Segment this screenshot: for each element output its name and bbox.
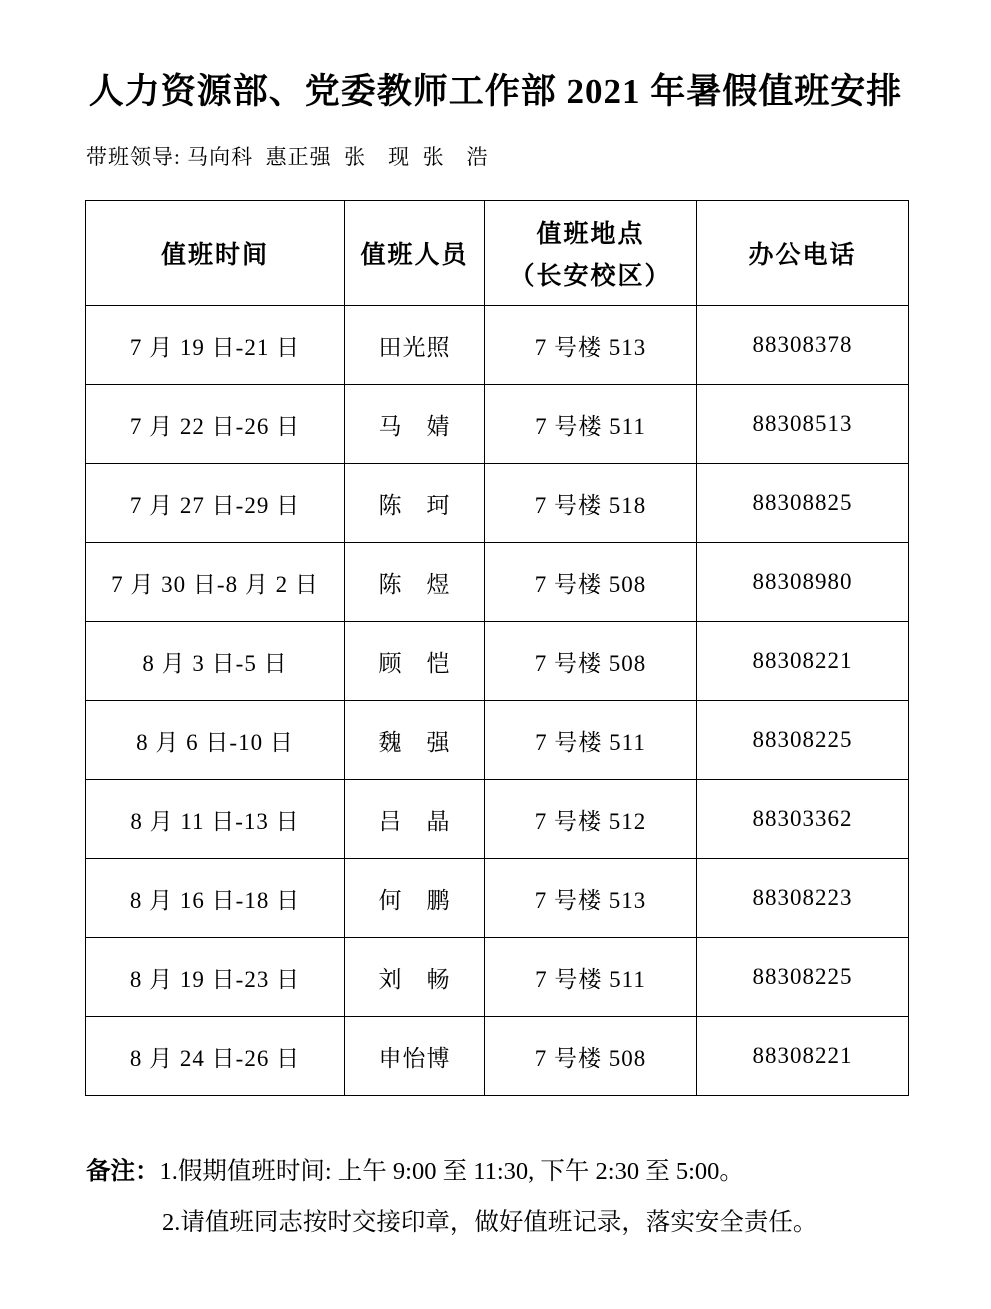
table-header-row xyxy=(86,201,909,306)
cell-duty-person: 陈 煜 xyxy=(345,543,485,622)
cell-duty-time: 8 月 6 日-10 日 xyxy=(86,701,345,780)
cell-duty-location: 7 号楼 508 xyxy=(485,543,697,622)
cell-duty-location: 7 号楼 508 xyxy=(485,622,697,701)
table-row xyxy=(86,859,909,938)
col-header-location-campus: （长安校区） xyxy=(509,263,672,290)
table-row xyxy=(86,701,909,780)
note-line-2 xyxy=(86,1197,916,1248)
table-row xyxy=(86,1017,909,1096)
cell-duty-time: 8 月 3 日-5 日 xyxy=(86,622,345,701)
cell-duty-person: 何 鹏 xyxy=(345,859,485,938)
cell-office-phone: 88308223 xyxy=(697,859,909,938)
cell-duty-person: 陈 珂 xyxy=(345,464,485,543)
cell-office-phone: 88303362 xyxy=(697,780,909,859)
note-line-1 xyxy=(86,1146,916,1197)
cell-duty-time: 8 月 19 日-23 日 xyxy=(86,938,345,1017)
col-header-location xyxy=(485,201,697,306)
leaders-names: 马向科 惠正强 张 现 张 浩 xyxy=(187,145,489,169)
cell-duty-time: 7 月 19 日-21 日 xyxy=(86,306,345,385)
cell-duty-location: 7 号楼 512 xyxy=(485,780,697,859)
cell-duty-person: 田光照 xyxy=(345,306,485,385)
cell-duty-person: 顾 恺 xyxy=(345,622,485,701)
cell-office-phone: 88308221 xyxy=(697,1017,909,1096)
cell-duty-time: 7 月 22 日-26 日 xyxy=(86,385,345,464)
table-row xyxy=(86,385,909,464)
cell-duty-person: 马 婧 xyxy=(345,385,485,464)
leaders-line xyxy=(86,141,991,171)
cell-duty-location: 7 号楼 511 xyxy=(485,701,697,780)
cell-duty-person: 申怡博 xyxy=(345,1017,485,1096)
cell-duty-location: 7 号楼 518 xyxy=(485,464,697,543)
table-row xyxy=(86,938,909,1017)
table-row xyxy=(86,306,909,385)
cell-duty-time: 7 月 27 日-29 日 xyxy=(86,464,345,543)
note-item-2: 2.请值班同志按时交接印章，做好值班记录，落实安全责任。 xyxy=(162,1209,818,1236)
table-row xyxy=(86,622,909,701)
cell-duty-time: 7 月 30 日-8 月 2 日 xyxy=(86,543,345,622)
col-header-time: 值班时间 xyxy=(86,201,345,306)
cell-duty-location: 7 号楼 513 xyxy=(485,306,697,385)
table-row xyxy=(86,543,909,622)
cell-duty-time: 8 月 24 日-26 日 xyxy=(86,1017,345,1096)
col-header-person: 值班人员 xyxy=(345,201,485,306)
col-header-location-title: 值班地点 xyxy=(536,221,645,248)
cell-office-phone: 88308980 xyxy=(697,543,909,622)
notes-section xyxy=(86,1146,916,1248)
cell-office-phone: 88308825 xyxy=(697,464,909,543)
cell-duty-person: 魏 强 xyxy=(345,701,485,780)
table-row xyxy=(86,464,909,543)
notes-label: 备注： xyxy=(86,1158,160,1185)
cell-duty-person: 刘 畅 xyxy=(345,938,485,1017)
cell-office-phone: 88308221 xyxy=(697,622,909,701)
cell-duty-time: 8 月 16 日-18 日 xyxy=(86,859,345,938)
leaders-label: 带班领导: xyxy=(86,145,181,169)
cell-duty-location: 7 号楼 511 xyxy=(485,938,697,1017)
col-header-phone: 办公电话 xyxy=(697,201,909,306)
page-title: 人力资源部、党委教师工作部 2021 年暑假值班安排 xyxy=(88,72,903,111)
cell-duty-person: 吕 晶 xyxy=(345,780,485,859)
cell-duty-location: 7 号楼 513 xyxy=(485,859,697,938)
cell-office-phone: 88308225 xyxy=(697,938,909,1017)
cell-duty-time: 8 月 11 日-13 日 xyxy=(86,780,345,859)
duty-schedule-table xyxy=(85,200,909,1096)
table-row xyxy=(86,780,909,859)
cell-office-phone: 88308225 xyxy=(697,701,909,780)
cell-office-phone: 88308513 xyxy=(697,385,909,464)
cell-duty-location: 7 号楼 508 xyxy=(485,1017,697,1096)
note-item-1: 1.假期值班时间: 上午 9:00 至 11:30, 下午 2:30 至 5:00。 xyxy=(159,1158,744,1185)
cell-duty-location: 7 号楼 511 xyxy=(485,385,697,464)
cell-office-phone: 88308378 xyxy=(697,306,909,385)
